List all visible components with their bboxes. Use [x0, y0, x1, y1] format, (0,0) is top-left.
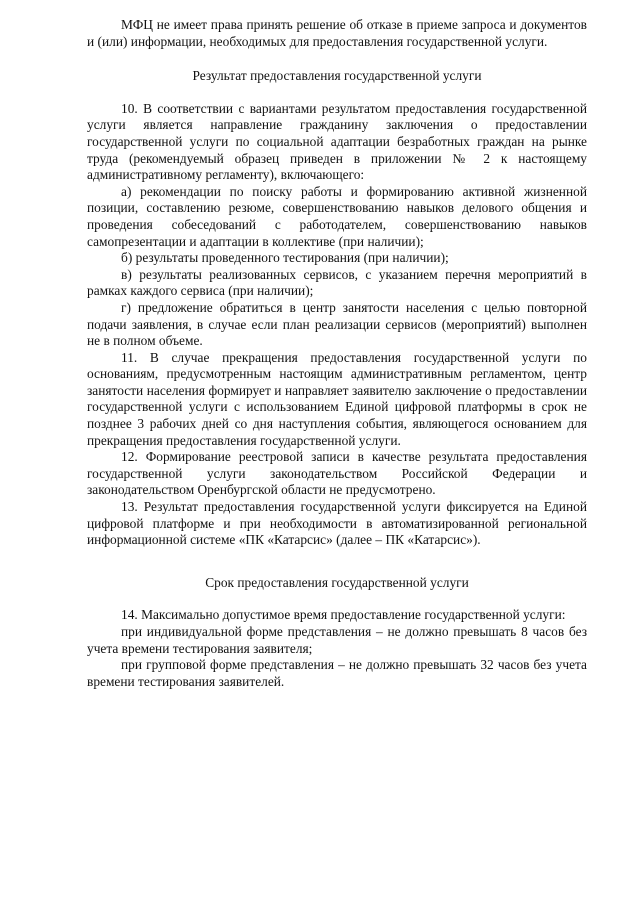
- paragraph-10-a: а) рекомендации по поиску работы и формированию активной жизненной позиции, составлению резюме, совершенствованию навыков делового общения и проведения собеседований с работодателем, совершенствованию навыков самопрезентации и адаптации в коллективе (при наличии);: [87, 183, 587, 249]
- paragraph-14-individual: при индивидуальной форме представления – не должно превышать 8 часов без учета времени тестирования заявителя;: [87, 624, 587, 656]
- paragraph-mfc-refusal: МФЦ не имеет права принять решение об отказе в приеме запроса и документов и (или) информации, необходимых для предоставления государственной услуги.: [87, 17, 587, 49]
- paragraph-10-b: б) результаты проведенного тестирования (при наличии);: [121, 250, 449, 266]
- paragraph-10: 10. В соответствии с вариантами результатом предоставления государственной услуги является направление гражданину заключения о предоставлении государственной услуги по социальной адаптации безработных граждан на рынке труда (рекомендуемый образец приведен в приложении № 2 к настоящему административному регламенту), включающего:: [87, 100, 587, 183]
- paragraph-14-group: при групповой форме представления – не должно превышать 32 часов без учета времени тестирования заявителей.: [87, 657, 587, 689]
- section-title-result: Результат предоставления государственной услуги: [192, 68, 482, 84]
- paragraph-11: 11. В случае прекращения предоставления государственной услуги по основаниям, предусмотренным настоящим административным регламентом, центр занятости населения формирует и направляет заявителю заключение о предоставлении государственной услуги с использованием Единой цифровой платформы в срок не позднее 3 рабочих дней со дня наступления события, являющегося основанием для прекращения предоставления государственной услуги.: [87, 349, 587, 448]
- paragraph-13: 13. Результат предоставления государственной услуги фиксируется на Единой цифровой платформе и при необходимости в автоматизированной региональной информационной системе «ПК «Катарсис» (далее – ПК «Катарсис»).: [87, 499, 587, 548]
- paragraph-12: 12. Формирование реестровой записи в качестве результата предоставления государственной услуги законодательством Российской Федерации и законодательством Оренбургской области не предусмотрено.: [87, 449, 587, 498]
- paragraph-10-v: в) результаты реализованных сервисов, с указанием перечня мероприятий в рамках каждого сервиса (при наличии);: [87, 266, 587, 299]
- section-title-term: Срок предоставления государственной услуги: [205, 574, 469, 590]
- paragraph-10-g: г) предложение обратиться в центр занятости населения с целью повторной подачи заявления, в случае если план реализации сервисов (мероприятий) выполнен не в полном объеме.: [87, 299, 587, 349]
- document-body: [87, 17, 587, 690]
- paragraph-14: 14. Максимально допустимое время предоставление государственной услуги:: [121, 607, 566, 623]
